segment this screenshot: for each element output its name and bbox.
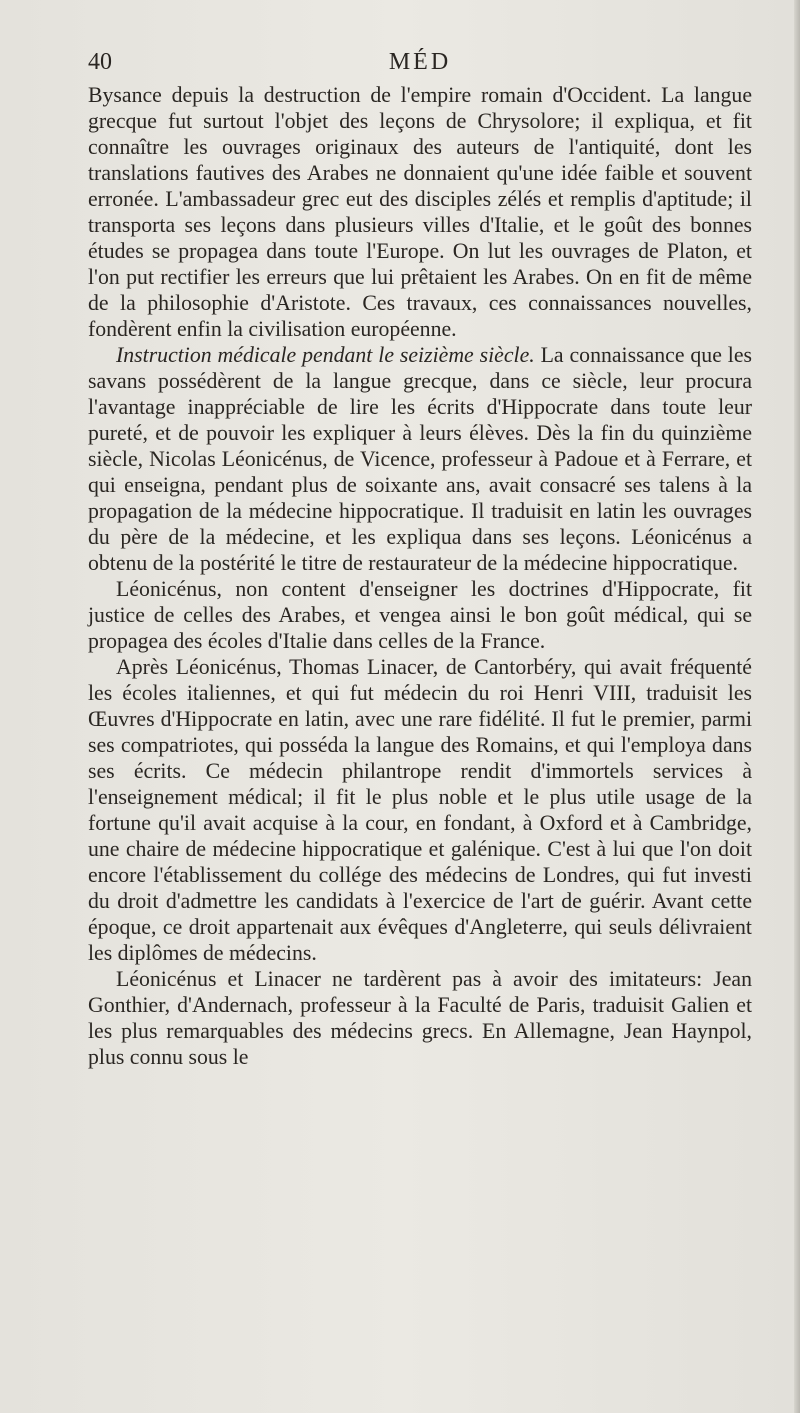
running-title: MÉD bbox=[388, 49, 452, 75]
running-head bbox=[88, 42, 752, 82]
paragraph bbox=[88, 342, 752, 576]
paragraph: Bysance depuis la destruction de l'empire romain d'Occident. La langue grecque fut surtout l'objet des leçons de Chrysolore; il expliqua, et fit connaître les ouvrages originaux des auteurs de l'antiquité, dont les translations fautives des Arabes ne donnaient qu'une idée faible et souvent erronée. L'ambassadeur grec eut des disciples zélés et remplis d'aptitude; il transporta ses leçons dans plusieurs villes d'Italie, et le goût des bonnes études se propagea dans toute l'Europe. On lut les ouvrages de Platon, et l'on put rectifier les erreurs que lui prêtaient les Arabes. On en fit de même de la philosophie d'Aristote. Ces travaux, ces connaissances nouvelles, fondèrent enfin la civilisation européenne. bbox=[88, 83, 752, 341]
section-heading: Instruction médicale pendant le seizième siècle. bbox=[116, 343, 535, 367]
paragraph: Après Léonicénus, Thomas Linacer, de Cantorbéry, qui avait fréquenté les écoles italiennes, et qui fut médecin du roi Henri VIII, traduisit les Œuvres d'Hippocrate en latin, avec une rare fidélité. Il fut le premier, parmi ses compatriotes, qui posséda la langue des Romains, et qui l'employa dans ses écrits. Ce médecin philantrope rendit d'immortels services à l'enseignement médical; il fit le plus noble et le plus utile usage de la fortune qu'il avait acquise à la cour, en fondant, à Oxford et à Cambridge, une chaire de médecine hippocratique et galénique. C'est à lui que l'on doit encore l'établissement du collége des médecins de Londres, qui fut investi du droit d'admettre les candidats à l'exercice de l'art de guérir. Avant cette époque, ce droit appartenait aux évêques d'Angleterre, qui seuls délivraient les diplômes de médecins. bbox=[88, 655, 752, 965]
page-edge bbox=[794, 0, 800, 1413]
paragraph: Léonicénus, non content d'enseigner les doctrines d'Hippocrate, fit justice de celles des Arabes, et vengea ainsi le bon goût médical, qui se propagea des écoles d'Italie dans celles de la France. bbox=[88, 577, 752, 653]
paragraph: Léonicénus et Linacer ne tardèrent pas à avoir des imitateurs: Jean Gonthier, d'Andernach, professeur à la Faculté de Paris, traduisit Galien et les plus remarquables des médecins grecs. En Allemagne, Jean Haynpol, plus connu sous le bbox=[88, 967, 752, 1069]
page-number: 40 bbox=[88, 49, 112, 75]
body-text bbox=[88, 82, 752, 1070]
paragraph-text: La connaissance que les savans possédèrent de la langue grecque, dans ce siècle, leur procura l'avantage inappréciable de lire les écrits d'Hippocrate dans toute leur pureté, et de pouvoir les expliquer à leurs élèves. Dès la fin du quinzième siècle, Nicolas Léonicénus, de Vicence, professeur à Padoue et à Ferrare, et qui enseigna, pendant plus de soixante ans, avait consacré ses talens à la propagation de la médecine hippocratique. Il traduisit en latin les ouvrages du père de la médecine, et les expliqua dans ses leçons. Léonicénus a obtenu de la postérité le titre de restaurateur de la médecine hippocratique. bbox=[88, 343, 752, 575]
